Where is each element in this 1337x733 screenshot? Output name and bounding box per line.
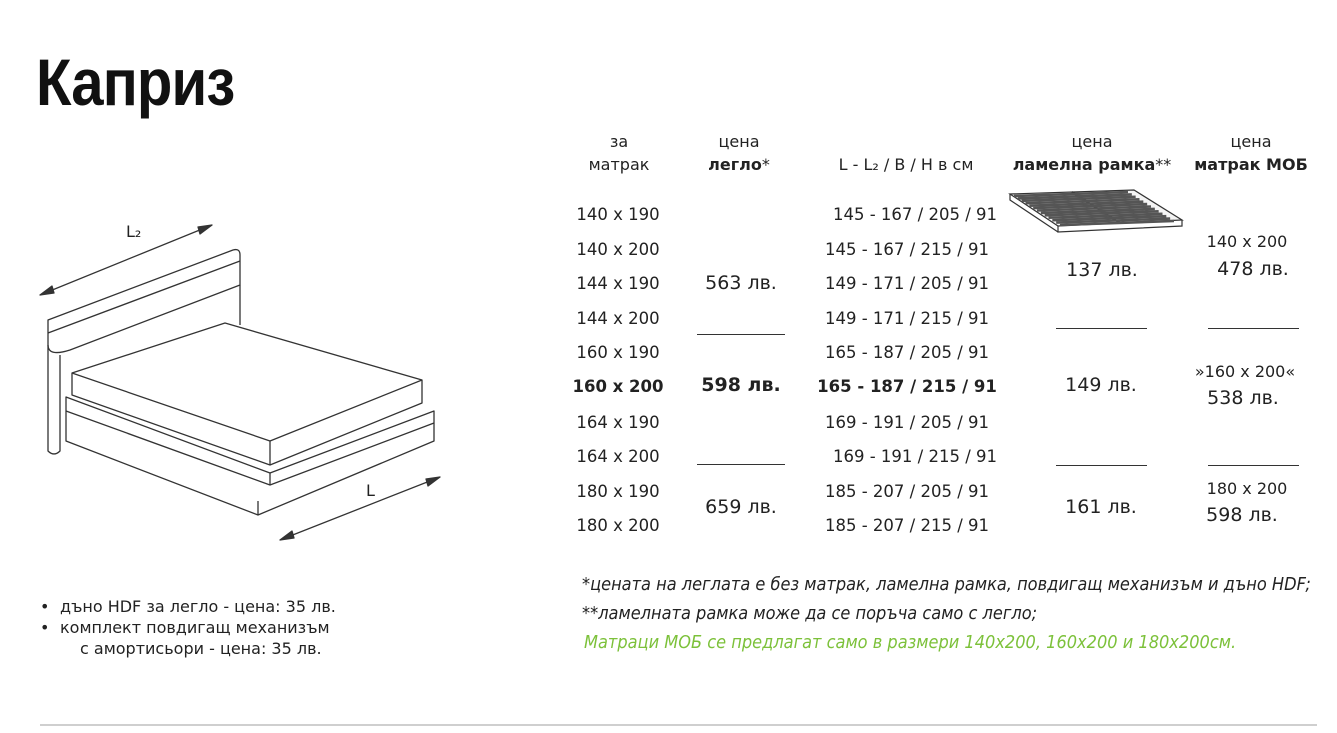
bed-price-divider <box>697 334 785 335</box>
extras-item-text: комплект повдигащ механизъм <box>60 618 330 637</box>
mattress-size-cell: 160 x 190 <box>576 343 660 362</box>
note-mob-sizes: Матраци МОБ се предлагат само в размери 140х200, 160х200 и 180х200см. <box>584 632 1237 653</box>
l2-label: L₂ <box>126 222 142 241</box>
header-slat-price <box>1013 130 1172 176</box>
mob-size-1: 140 x 200 <box>1206 232 1288 251</box>
mattress-size-cell: 140 x 190 <box>576 205 660 224</box>
mattress-size-cell: 180 x 190 <box>576 482 660 501</box>
slat-price-3: 161 лв. <box>1065 496 1137 518</box>
dimensions-cell: 165 - 187 / 215 / 91 <box>817 377 997 396</box>
l-label: L <box>366 481 375 500</box>
header-slat-price-suffix: ** <box>1155 155 1172 174</box>
mob-price-3: 598 лв. <box>1206 504 1278 526</box>
header-mob-price <box>1194 130 1308 176</box>
dimensions-cell: 185 - 207 / 215 / 91 <box>824 516 990 535</box>
dimensions-cell: 149 - 171 / 215 / 91 <box>824 309 990 328</box>
dimensions-cell: 165 - 187 / 205 / 91 <box>824 343 990 362</box>
bed-price-1: 563 лв. <box>705 272 777 294</box>
extras-item-continued <box>40 638 336 659</box>
dimensions-cell: 149 - 171 / 205 / 91 <box>824 274 990 293</box>
header-slat-price-top: цена <box>1071 132 1113 151</box>
l2-arrow-left <box>40 286 54 295</box>
extras-item-text: дъно HDF за легло - цена: 35 лв. <box>60 597 336 616</box>
bed-price-2: 598 лв. <box>701 374 781 396</box>
note-slat-frame: **ламелната рамка може да се поръча само с легло; <box>582 603 1038 624</box>
l-arrow-right <box>426 477 440 486</box>
mattress-size-cell: 140 x 200 <box>576 240 660 259</box>
header-mattress-line2: матрак <box>588 155 650 174</box>
mattress-size-cell: 180 x 200 <box>576 516 660 535</box>
mob-size-2: »160 x 200« <box>1194 362 1296 381</box>
mattress-size-cell: 164 x 200 <box>576 447 660 466</box>
mattress-size-cell: 144 x 200 <box>576 309 660 328</box>
mattress-size-cell: 160 x 200 <box>572 377 664 396</box>
slat-frame-image <box>1006 186 1184 248</box>
bullet-icon: • <box>40 618 50 637</box>
slat-price-divider <box>1056 328 1147 329</box>
header-bed-price-label: легло <box>708 155 762 174</box>
l2-arrow-right <box>198 225 212 234</box>
bullet-icon: • <box>40 597 50 616</box>
slat-price-1: 137 лв. <box>1066 259 1138 281</box>
slat-price-divider <box>1056 465 1147 466</box>
mob-price-divider <box>1208 465 1299 466</box>
dimensions-cell: 169 - 191 / 205 / 91 <box>824 413 990 432</box>
note-bed-price: *цената на леглата е без матрак, ламелна рамка, повдигащ механизъм и дъно HDF; <box>582 574 1311 595</box>
dimensions-cell: 169 - 191 / 215 / 91 <box>832 447 998 466</box>
header-mob-price-top: цена <box>1230 132 1272 151</box>
extras-list <box>40 596 336 659</box>
header-mob-price-label: матрак МОБ <box>1194 155 1308 174</box>
extras-item-text: с амортисьори - цена: 35 лв. <box>80 639 322 658</box>
mattress-size-cell: 164 x 190 <box>576 413 660 432</box>
header-mattress-line1: за <box>609 132 629 151</box>
slat-price-2: 149 лв. <box>1065 374 1137 396</box>
header-bed-price <box>708 130 770 176</box>
bed-price-3: 659 лв. <box>705 496 777 518</box>
dimensions-cell: 145 - 167 / 205 / 91 <box>832 205 998 224</box>
mob-size-3: 180 x 200 <box>1206 479 1288 498</box>
bed-diagram <box>30 215 450 550</box>
mob-price-1: 478 лв. <box>1217 258 1289 280</box>
header-bed-price-top: цена <box>718 132 760 151</box>
dimensions-cell: 145 - 167 / 215 / 91 <box>824 240 990 259</box>
bottom-divider <box>40 724 1317 726</box>
header-dimensions: L - L₂ / B / H в см <box>838 155 974 174</box>
header-mattress <box>589 130 650 176</box>
l-arrow-left <box>280 531 294 540</box>
mattress-size-cell: 144 x 190 <box>576 274 660 293</box>
mob-price-2: 538 лв. <box>1207 387 1279 409</box>
header-bed-price-suffix: * <box>761 155 770 174</box>
page-title: Каприз <box>36 45 235 119</box>
dimensions-cell: 185 - 207 / 205 / 91 <box>824 482 990 501</box>
bed-price-divider <box>697 464 785 465</box>
extras-item <box>40 596 336 617</box>
extras-item <box>40 617 336 638</box>
header-slat-price-label: ламелна рамка <box>1012 155 1156 174</box>
mob-price-divider <box>1208 328 1299 329</box>
